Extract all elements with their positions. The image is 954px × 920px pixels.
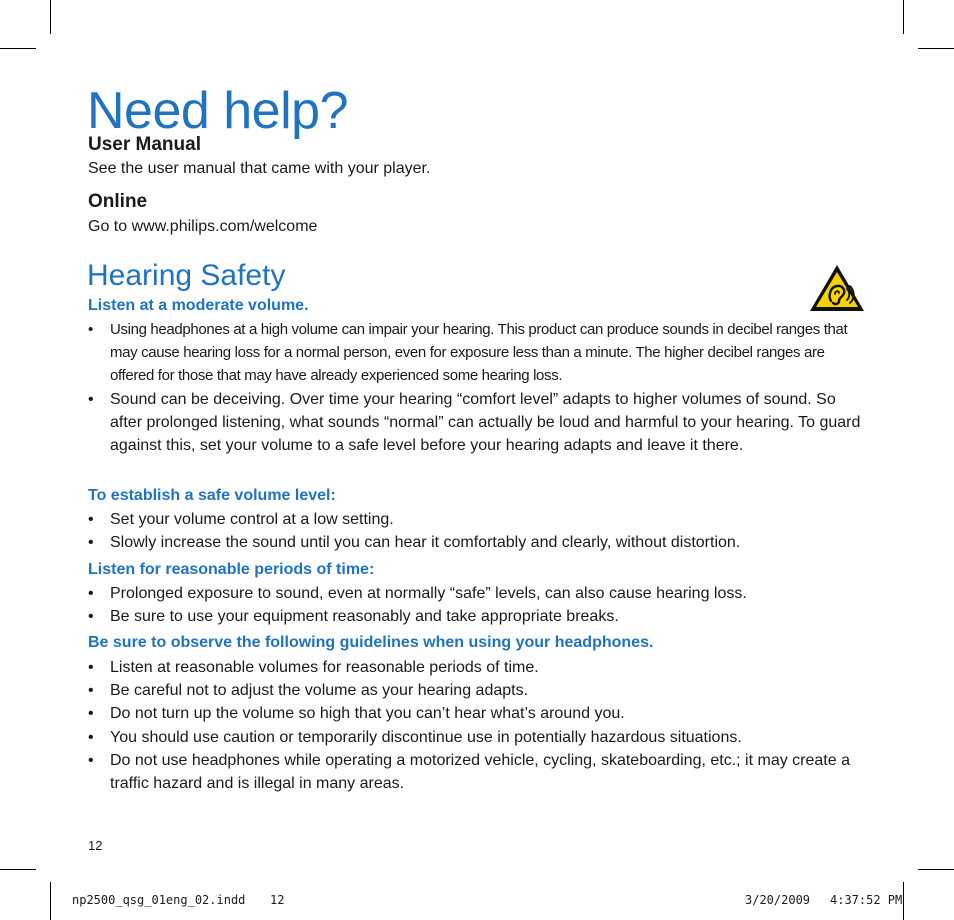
- footer-time: 4:37:52 PM: [830, 893, 903, 907]
- bullet-icon: •: [88, 585, 94, 602]
- user-manual-heading: User Manual: [88, 134, 201, 155]
- bullet-icon: •: [88, 390, 94, 408]
- bullet-icon: •: [88, 321, 93, 338]
- online-text: Go to www.philips.com/welcome: [88, 218, 318, 235]
- list-item-text: Using headphones at a high volume can impair your hearing. This product can produce sounds in decibel ranges that may cause hearing loss for a normal person, even for exposure less than a minute. The higher decibel ranges are offered for those that may have already experienced some hearing loss.: [110, 321, 848, 385]
- list-item-text: Be careful not to adjust the volume as your hearing adapts.: [110, 682, 529, 700]
- user-manual-text: See the user manual that came with your player.: [88, 160, 431, 177]
- bullet-icon: •: [88, 659, 94, 676]
- moderate-volume-list: [88, 318, 868, 457]
- list-item-text: Do not turn up the volume so high that you can’t hear what’s around you.: [110, 705, 625, 723]
- list-item: [88, 605, 868, 628]
- bullet-icon: •: [88, 608, 94, 626]
- online-heading: Online: [88, 191, 148, 212]
- list-item-text: Be sure to use your equipment reasonably and take appropriate breaks.: [110, 608, 619, 626]
- hearing-safety-title: Hearing Safety: [87, 259, 286, 292]
- list-item-text: Do not use headphones while operating a motorized vehicle, cycling, skateboarding, etc.; it may create a traffic hazard and is illegal in many areas.: [110, 751, 850, 793]
- crop-mark: [918, 869, 954, 870]
- list-item: [88, 531, 868, 554]
- crop-mark: [0, 48, 36, 49]
- safe-volume-list: [88, 508, 868, 554]
- list-item: [88, 582, 868, 605]
- guidelines-list: [88, 656, 868, 795]
- list-item: [88, 656, 868, 679]
- section-heading-guidelines: Be sure to observe the following guidelines when using your headphones.: [88, 634, 654, 651]
- list-item-text: Slowly increase the sound until you can hear it comfortably and clearly, without distortion.: [110, 534, 741, 552]
- list-item-text: Set your volume control at a low setting.: [110, 511, 394, 528]
- crop-mark: [918, 48, 954, 49]
- list-item: [88, 679, 868, 702]
- crop-mark: [0, 869, 36, 870]
- crop-mark: [50, 0, 51, 34]
- list-item: [88, 702, 868, 725]
- bullet-icon: •: [88, 705, 94, 723]
- section-heading-reasonable-periods: Listen for reasonable periods of time:: [88, 561, 375, 578]
- reasonable-periods-list: [88, 582, 868, 628]
- footer-date: 3/20/2009: [745, 893, 811, 907]
- page-number: 12: [88, 838, 103, 853]
- list-item-text: Prolonged exposure to sound, even at normally “safe” levels, can also cause hearing loss.: [110, 585, 747, 602]
- bullet-icon: •: [88, 682, 94, 700]
- crop-mark: [903, 882, 904, 920]
- footer-file-name: np2500_qsg_01eng_02.indd: [72, 893, 246, 907]
- list-item: [88, 388, 868, 458]
- hearing-warning-icon: [808, 263, 866, 313]
- section-heading-safe-volume: To establish a safe volume level:: [88, 487, 336, 504]
- list-item: [88, 318, 868, 388]
- footer-page: 12: [270, 893, 285, 907]
- list-item-text: Listen at reasonable volumes for reasonable periods of time.: [110, 659, 539, 676]
- list-item-text: Sound can be deceiving. Over time your hearing “comfort level” adapts to higher volumes of sound. So after prolonged listening, what sounds “normal” can actually be loud and harmful to your hearing. To guard against this, set your volume to a safe level before your hearing adapts and leave it there.: [110, 390, 861, 455]
- crop-mark: [50, 882, 51, 920]
- bullet-icon: •: [88, 511, 94, 528]
- page-title: Need help?: [87, 82, 348, 140]
- list-item: [88, 726, 868, 749]
- bullet-icon: •: [88, 751, 94, 769]
- list-item: [88, 508, 868, 531]
- crop-mark: [903, 0, 904, 34]
- bullet-icon: •: [88, 728, 94, 746]
- list-item-text: You should use caution or temporarily discontinue use in potentially hazardous situations.: [110, 728, 742, 746]
- section-heading-moderate-volume: Listen at a moderate volume.: [88, 297, 309, 314]
- bullet-icon: •: [88, 534, 94, 552]
- list-item: [88, 749, 868, 795]
